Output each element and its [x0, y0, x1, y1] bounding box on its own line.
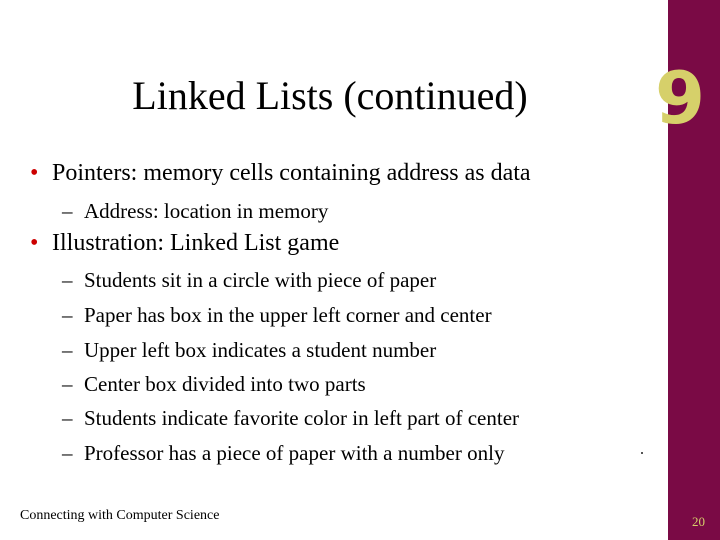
bullet-1	[30, 160, 531, 187]
sub-marker: –	[62, 199, 73, 223]
sub-marker: –	[62, 268, 73, 292]
bullet-2-sub-2	[62, 303, 492, 328]
bullet-2-sub-4	[62, 372, 366, 397]
bullet-2-sub-3-text: Upper left box indicates a student number	[84, 338, 437, 362]
chapter-number: 9	[654, 56, 706, 140]
bullet-2	[30, 230, 339, 257]
bullet-2-sub-1-text: Students sit in a circle with piece of paper	[84, 268, 437, 292]
bullet-2-sub-5	[62, 406, 519, 431]
page-number: 20	[692, 514, 705, 529]
bullet-marker: •	[30, 160, 39, 186]
footer-text: Connecting with Computer Science	[20, 508, 220, 523]
bullet-2-sub-6-text: Professor has a piece of paper with a number only	[84, 441, 505, 465]
bullet-2-text: Illustration: Linked List game	[52, 230, 340, 256]
bullet-1-text: Pointers: memory cells containing address as data	[52, 160, 531, 186]
slide-title: Linked Lists (continued)	[132, 73, 528, 118]
bullet-2-sub-5-text: Students indicate favorite color in left part of center	[84, 406, 520, 430]
bullet-2-sub-2-text: Paper has box in the upper left corner and center	[84, 303, 492, 327]
bullet-marker: •	[30, 230, 39, 256]
decorative-dot	[641, 452, 643, 454]
sub-marker: –	[62, 441, 73, 465]
sub-marker: –	[62, 303, 73, 327]
bullet-1-sub-1-text: Address: location in memory	[84, 199, 329, 223]
bullet-2-sub-6	[62, 441, 504, 466]
sub-marker: –	[62, 406, 73, 430]
bullet-2-sub-1	[62, 268, 436, 293]
bullet-2-sub-3	[62, 338, 436, 363]
bullet-1-sub-1	[62, 199, 328, 224]
sub-marker: –	[62, 338, 73, 362]
sub-marker: –	[62, 372, 73, 396]
bullet-2-sub-4-text: Center box divided into two parts	[84, 372, 366, 396]
